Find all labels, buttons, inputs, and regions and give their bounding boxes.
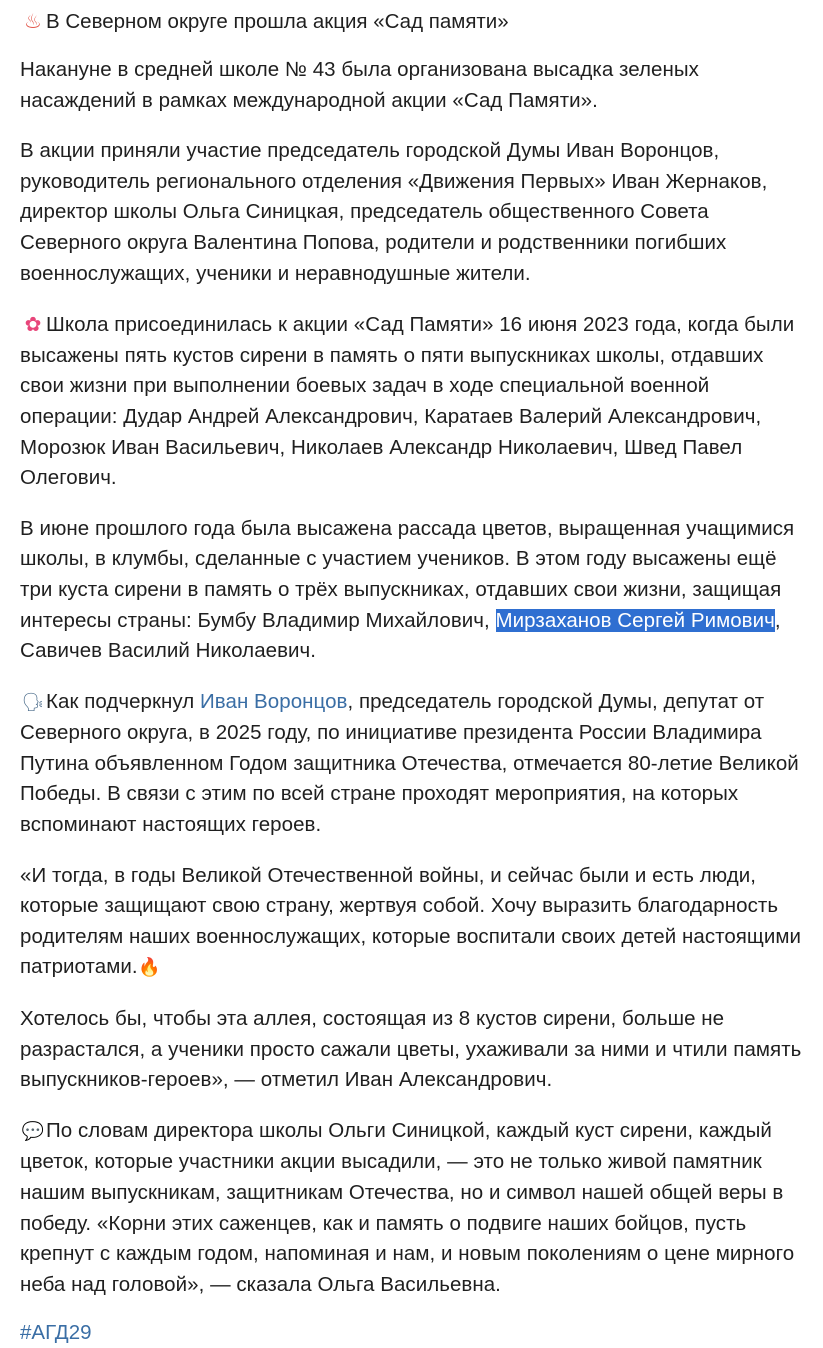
paragraph-this-year	[20, 514, 805, 667]
speech-bubble-icon: 💬	[21, 1120, 45, 1142]
paragraph-school-history	[20, 309, 805, 494]
paragraph-director-text: По словам директора школы Ольги Синицкой, каждый куст сирени, каждый цветок, которые участники акции высадили, — это не только живой памятник нашим выпускникам, защитникам Отечества, но и символ нашей общей веры в победу. «Корни этих саженцев, как и память о подвиге наших бойцов, пусть крепнут с каждым годом, напоминая и нам, и новым поколениям о цене мирного неба над головой», — сказала Ольга Васильевна.	[20, 1118, 795, 1296]
paragraph-director	[20, 1116, 805, 1301]
post-title-text: В Северном округе прошла акция «Сад памяти»	[46, 10, 509, 33]
fire-icon: 🔥	[138, 957, 161, 979]
hot-springs-icon: ♨	[24, 9, 42, 33]
hashtag-link[interactable]: #АГД29	[20, 1321, 92, 1345]
paragraph-vorontsov	[20, 687, 805, 841]
paragraph-school-history-text: Школа присоединилась к акции «Сад Памяти» 16 июня 2023 года, когда были высажены пять кустов сирени в память о пяти выпускниках школы, отдавших свои жизни при выполнении боевых задач в ходе специальной военной операции: Дудар Андрей Александрович, Каратаев Валерий Александрович, Морозюк Иван Васильевич, Николаев Александр Николаевич, Швед Павел Олегович.	[20, 313, 795, 490]
paragraph-alley: Хотелось бы, чтобы эта аллея, состоящая из 8 кустов сирени, больше не разрастался, а ученики просто сажали цветы, ухаживали за ними и чтили память выпускников-героев», — отметил Иван Александрович.	[20, 1007, 802, 1092]
paragraph-participants: В акции приняли участие председатель городской Думы Иван Воронцов, руководитель регионального отделения «Движения Первых» Иван Жернаков, директор школы Ольга Синицкая, председатель общественного Совета Северного округа Валентина Попова, родители и родственники погибших военнослужащих, ученики и неравнодушные жители.	[20, 139, 768, 285]
vorontsov-profile-link[interactable]: Иван Воронцов	[200, 689, 348, 713]
post-title	[20, 6, 805, 37]
paragraph-vorontsov-start: Как подчеркнул	[46, 689, 200, 713]
hibiscus-icon: ✿	[24, 312, 42, 337]
selected-text-highlight[interactable]: Мирзаханов Сергей Римович	[495, 608, 775, 632]
paragraph-quote	[20, 861, 805, 984]
paragraph-intro: Накануне в средней школе № 43 была организована высадка зеленых насаждений в рамках международной акции «Сад Памяти».	[20, 58, 699, 112]
paragraph-this-year-end: , Савичев Василий Николаевич.	[20, 608, 781, 663]
paragraph-vorontsov-text: , председатель городской Думы, депутат от Северного округа, в 2025 году, по инициативе президента России Владимира Путина объявленном Годом защитника Отечества, отмечается 80-летие Великой Победы. В связи с этим по всей стране проходят мероприятия, на которых вспоминают настоящих героев.	[20, 689, 799, 837]
speaking-head-icon: 🗣	[21, 691, 45, 713]
paragraph-quote-text: «И тогда, в годы Великой Отечественной войны, и сейчас были и есть люди, которые защищают свою страну, жертвуя собой. Хочу выразить благодарность родителям наших военнослужащих, которые воспитали своих детей настоящими патриотами.	[20, 863, 801, 979]
paragraph-this-year-text: В июне прошлого года была высажена рассада цветов, выращенная учащимися школы, в клумбы, сделанные с участием учеников. В этом году высажены ещё три куста сирени в память о трёх выпускниках, отдавших свои жизни, защищая интересы страны: Бумбу Владимир Михайлович,	[20, 516, 795, 632]
